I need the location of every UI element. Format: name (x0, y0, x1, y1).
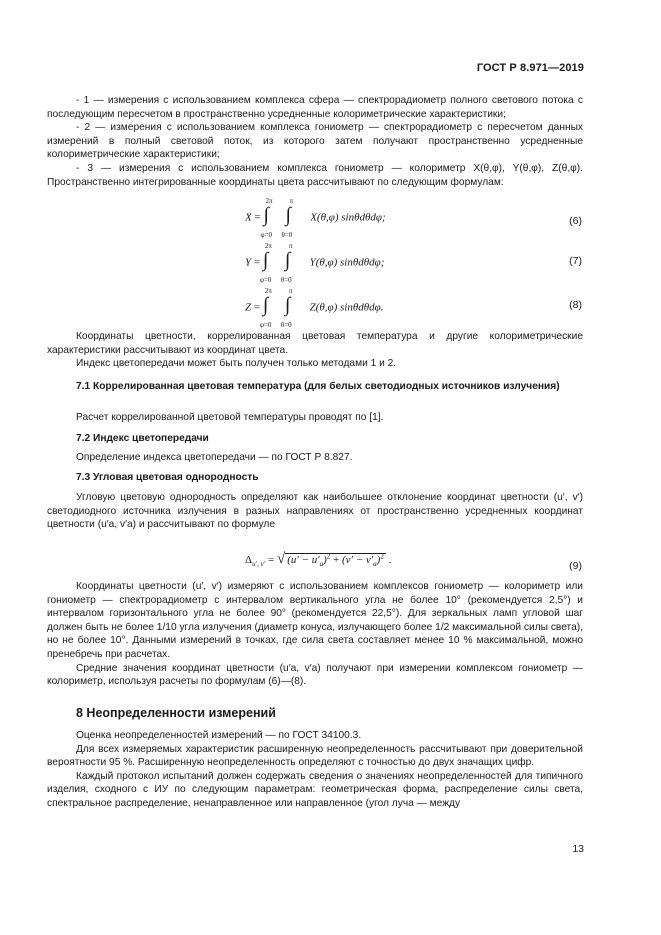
formula-number-7: (7) (569, 255, 582, 267)
section-7-2-text: Определение индекса цветопередачи — по ГОСТ Р 8.827. (76, 452, 353, 463)
formula-number-8: (8) (569, 299, 582, 311)
section-7-3-title: 7.3 Угловая цветовая однородность (76, 472, 259, 483)
colorimetry-paragraph: Координаты цветности, коррелированная цветовая температура и другие колориметрические характеристики рассчитывают из координат цвета. Индекс цветопередачи может быть получен только методами 1 и 2. (47, 331, 583, 370)
section-7-1-title: 7.1 Коррелированная цветовая температура (для белых светодиодных источников излучения) (76, 381, 560, 392)
method-2: - 2 — измерения с использованием комплекса гониометр — спектрорадиометр с пересчетом данных измерений в полный световой поток, из которого затем получают пространственно усредненные колориметрические характеристики; (47, 122, 583, 161)
formula-8: Z = 2π ∫ φ=0 π ∫ θ=0 Z(θ,φ) sinθdθdφ. (245, 287, 384, 329)
document-header: ГОСТ Р 8.971—2019 (476, 62, 584, 74)
double-integral: 2π ∫ φ=0 (260, 197, 273, 239)
measurement-paragraph: Координаты цветности (u′, v′) измеряют с использованием комплексов гониометр — колориметр или гониометр — спектрорадиометр с интервалом вертикального угла не более 10° (рекомендуется 2,5°) и интервалом горизонтального угла не более 90° (рекомендуется 22,5°). Для зеркальных ламп угловой шаг должен быть не более 1/10 угла излучения (диаметр конуса, излучающего более 1/2 максимальной силы света), но не более 10°. Данными измерений в точках, где сила света составляет менее 10 % максимальной, можно пренебречь при расчетах. Средние значения координат цветности (u′a, v′a) получают при измерении комплексом гониометр — колориметр, используя расчеты по формулам (6)—(8). (47, 581, 583, 688)
formula-number-9: (9) (569, 560, 582, 572)
methods-list (47, 94, 583, 189)
page-number: 13 (572, 843, 584, 855)
formula-number-6: (6) (569, 215, 582, 227)
method-3: - 3 — измерения с использованием комплекса гониометр — колориметр X(θ,φ), Y(θ,φ), Z(θ,φ). Пространственно интегрированные координаты цвета рассчитывают по следующим формулам: (47, 162, 583, 188)
section-7-1-text: Расчет коррелированной цветовой температуры проводят по [1]. (76, 412, 384, 423)
method-1: - 1 — измерения с использованием комплекса сфера — спектрорадиометр полного светового потока с последующим пересчетом в пространственно усредненные колориметрические характеристики; (47, 95, 583, 120)
double-integral-inner: π ∫ θ=0 (281, 197, 293, 239)
section-7-2-title: 7.2 Индекс цветопередачи (76, 433, 209, 444)
section-7-3-text: Угловую цветовую однородность определяют как наибольшее отклонение координат цветности (u′, v′) светодиодного источника излучения в разных направлениях от пространственно усредненных координат цветности (u′a, v′a) и рассчитывают по формуле (47, 492, 583, 531)
formula-6: X = 2π ∫ φ=0 π ∫ θ=0 X(θ,φ) sinθdθdφ; (245, 197, 386, 239)
uncertainty-paragraph: Оценка неопределенностей измерений — по ГОСТ 34100.3. Для всех измеряемых характеристик расширенную неопределенность рассчитывают при доверительной вероятности 95 %. Расширенную неопределенность определяют с точностью до двух значащих цифр. Каждый протокол испытаний должен содержать сведения о значениях неопределенностей для типичного изделия, сходного с ИУ по следующим параметрам: геометрическая форма, распределение силы света, спектральное распределение, ненаправленное или направленное (угол луча — между (47, 730, 583, 809)
formula-lhs: X (245, 211, 252, 224)
formula-body: X(θ,φ) sinθdθdφ; (310, 211, 386, 224)
section-8-title: 8 Неопределенности измерений (76, 706, 276, 720)
formula-7: Y = 2π ∫ φ=0 π ∫ θ=0 Y(θ,φ) sinθdθdφ; (245, 242, 385, 284)
formula-9: $\Delta_{u', v'}$ = √ $(u' - u'_a)^2 + (v' - v'_a)^2$ . (245, 551, 392, 569)
